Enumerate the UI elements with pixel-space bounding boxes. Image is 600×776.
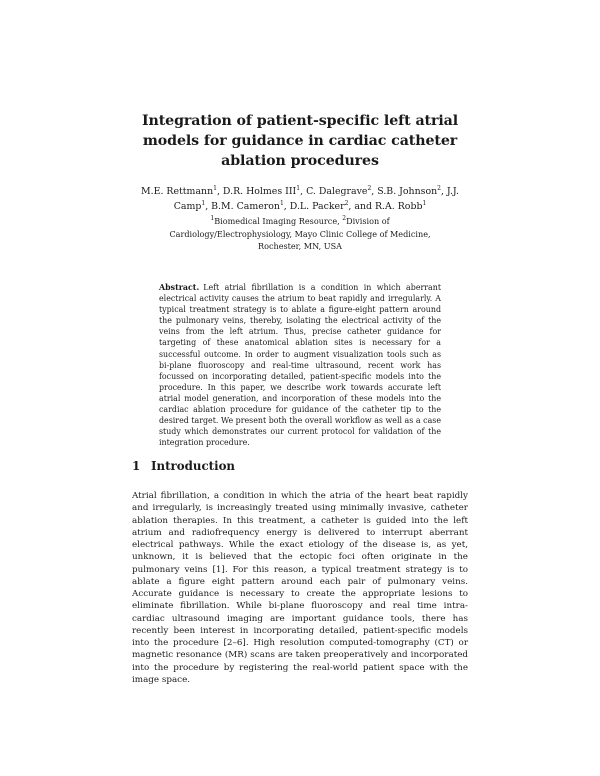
affiliation-location: Rochester, MN, USA <box>257 241 343 251</box>
paper-title: Integration of patient-specific left atrial models for guidance in cardiac catheter ablation procedures <box>141 113 459 169</box>
author: M.E. Rettmann$^1$ <box>141 185 217 197</box>
author-list: M.E. Rettmann$^1$, D.R. Holmes III$^1$, C. Dalegrave$^2$, S.B. Johnson$^2$, J.J. Camp$^1$, B.M. Cameron$^1$, D.L. Packer$^2$, and R.A. Robb$^1$ <box>141 185 459 212</box>
section-number: 1 <box>132 459 141 473</box>
section-title: Introduction <box>151 459 236 473</box>
abstract-label: Abstract. <box>159 283 200 292</box>
author: S.B. Johnson$^2$ <box>377 185 441 197</box>
abstract-text: Left atrial fibrillation is a condition in which aberrant electrical activity causes the atrium to beat rapidly and irregularly. A typical treatment strategy is to ablate a figure-eight pattern around the pulmonary veins, thereby, isolating the electrical activity of the veins from the left atrium. Thus, precise catheter guidance for targeting of these anatomical ablation sites is necessary for a successful outcome. In order to augment visualization tools such as bi-plane fluoroscopy and real-time ultrasound, recent work has focussed on incorporating detailed, patient-specific models into the procedure. In this paper, we describe work towards accurate left atrial model generation, and incorporation of these models into the cardiac ablation procedure for guidance of the catheter tip to the desired target. We present both the overall workflow as well as a case study which demonstrates our current protocol for validation of the integration procedure. <box>159 283 441 448</box>
affiliation-org-2: Division of Cardiology/Electrophysiology, Mayo Clinic College of Medicine, <box>169 216 431 239</box>
author: B.M. Cameron$^1$ <box>211 200 284 212</box>
author: J.J. Camp$^1$ <box>173 186 459 212</box>
author: D.L. Packer$^2$ <box>289 200 349 212</box>
body-paragraph: Atrial fibrillation, a condition in which the atria of the heart beat rapidly and irregularly, is increasingly treated using minimally invasive, catheter ablation therapies. In this treatment, a catheter is guided into the left atrium and radiofrequency energy is delivered to interrupt aberrant electrical pathways. While the exact etiology of the disease is, as yet, unknown, it is believed that the ectopic foci often originate in the pulmonary veins [1]. For this reason, a typical treatment strategy is to ablate a figure eight pattern around each pair of pulmonary veins. Accurate guidance is necessary to create the appropriate lesions to eliminate fibrillation. While bi-plane fluoroscopy and real time intra-cardiac ultrasound imaging are important guidance tools, there has recently been interest in incorporating detailed, patient-specific models into the procedure [2–6]. High resolution computed-tomography (CT) or magnetic resonance (MR) scans are taken preoperatively and incorporated into the procedure by registering the real-world patient space with the image space. <box>132 491 468 685</box>
author: R.A. Robb$^1$ <box>374 200 427 212</box>
author: C. Dalegrave$^2$ <box>306 185 372 197</box>
abstract <box>159 282 441 448</box>
affiliation-org-1: Biomedical Imaging Resource, <box>214 216 343 226</box>
section-heading <box>132 458 468 474</box>
author: D.R. Holmes III$^1$ <box>222 185 301 197</box>
affiliation: $^1$Biomedical Imaging Resource, $^2$Division of Cardiology/Electrophysiology, Mayo Clinic College of Medicine, Rochester, MN, USA <box>169 215 431 251</box>
